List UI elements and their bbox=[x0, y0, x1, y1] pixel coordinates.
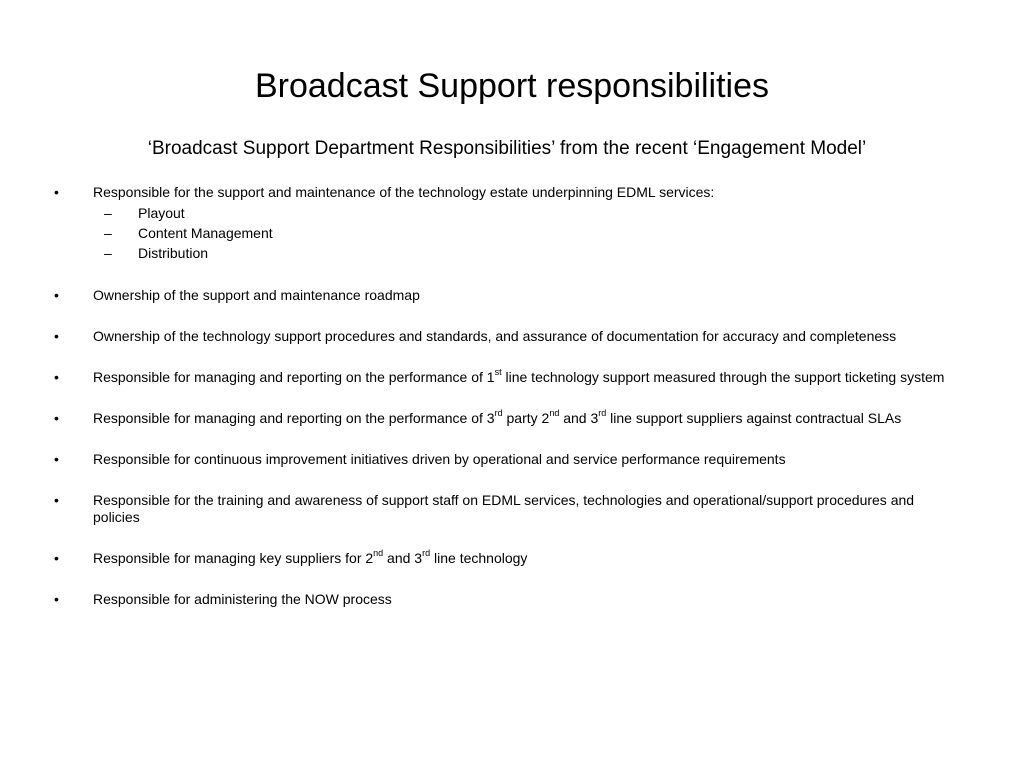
bullet-item bbox=[54, 451, 954, 468]
bullet-text: Responsible for administering the NOW process bbox=[93, 591, 392, 607]
bullet-text: Responsible for managing key suppliers for 2nd and 3rd line technology bbox=[93, 548, 528, 566]
bullet-item bbox=[54, 184, 954, 262]
bullet-dot: • bbox=[54, 550, 59, 566]
bullet-list bbox=[54, 184, 954, 632]
dash-marker: – bbox=[104, 245, 112, 261]
bullet-dot: • bbox=[54, 287, 59, 303]
bullet-dot: • bbox=[54, 492, 59, 508]
sub-bullet-text: Playout bbox=[138, 205, 185, 221]
bullet-item bbox=[54, 550, 954, 567]
dash-marker: – bbox=[104, 225, 112, 241]
bullet-item bbox=[54, 591, 954, 608]
sub-bullet-text: Content Management bbox=[138, 225, 273, 241]
bullet-item bbox=[54, 492, 954, 526]
slide-title: Broadcast Support responsibilities bbox=[254, 67, 770, 105]
slide-subtitle: ‘Broadcast Support Department Responsibilities’ from the recent ‘Engagement Model’ bbox=[147, 138, 867, 159]
bullet-text: Responsible for continuous improvement initiatives driven by operational and service performance requirements bbox=[93, 451, 786, 467]
bullet-text: Ownership of the support and maintenance roadmap bbox=[93, 287, 420, 303]
bullet-item bbox=[54, 410, 954, 427]
sub-bullet-item bbox=[93, 205, 954, 222]
ordinal-suffix: rd bbox=[494, 408, 503, 419]
sub-bullet-item bbox=[93, 225, 954, 242]
ordinal-suffix: st bbox=[494, 367, 502, 378]
bullet-text: Responsible for the training and awareness of support staff on EDML services, technologies and operational/support procedures and policies bbox=[93, 492, 915, 525]
bullet-dot: • bbox=[54, 369, 59, 385]
bullet-dot: • bbox=[54, 410, 59, 426]
bullet-dot: • bbox=[54, 328, 59, 344]
bullet-item bbox=[54, 369, 954, 386]
ordinal-suffix: nd bbox=[549, 408, 560, 419]
bullet-dot: • bbox=[54, 451, 59, 467]
ordinal-suffix: rd bbox=[598, 408, 607, 419]
sub-bullet-text: Distribution bbox=[138, 245, 209, 261]
sub-bullet-list bbox=[93, 205, 954, 262]
ordinal-suffix: rd bbox=[422, 548, 431, 559]
bullet-item bbox=[54, 328, 954, 345]
bullet-dot: • bbox=[54, 184, 59, 200]
sub-bullet-item bbox=[93, 245, 954, 262]
bullet-dot: • bbox=[54, 591, 59, 607]
ordinal-suffix: nd bbox=[373, 548, 384, 559]
dash-marker: – bbox=[104, 205, 112, 221]
bullet-text: Responsible for the support and maintenance of the technology estate underpinning EDML services: bbox=[93, 184, 715, 200]
bullet-text: Ownership of the technology support procedures and standards, and assurance of documentation for accuracy and completeness bbox=[93, 328, 897, 344]
bullet-text: Responsible for managing and reporting on the performance of 1st line technology support measured through the support ticketing system bbox=[93, 367, 945, 385]
bullet-item bbox=[54, 287, 954, 304]
bullet-text: Responsible for managing and reporting on the performance of 3rd party 2nd and 3rd line support suppliers against contractual SLAs bbox=[93, 408, 902, 426]
